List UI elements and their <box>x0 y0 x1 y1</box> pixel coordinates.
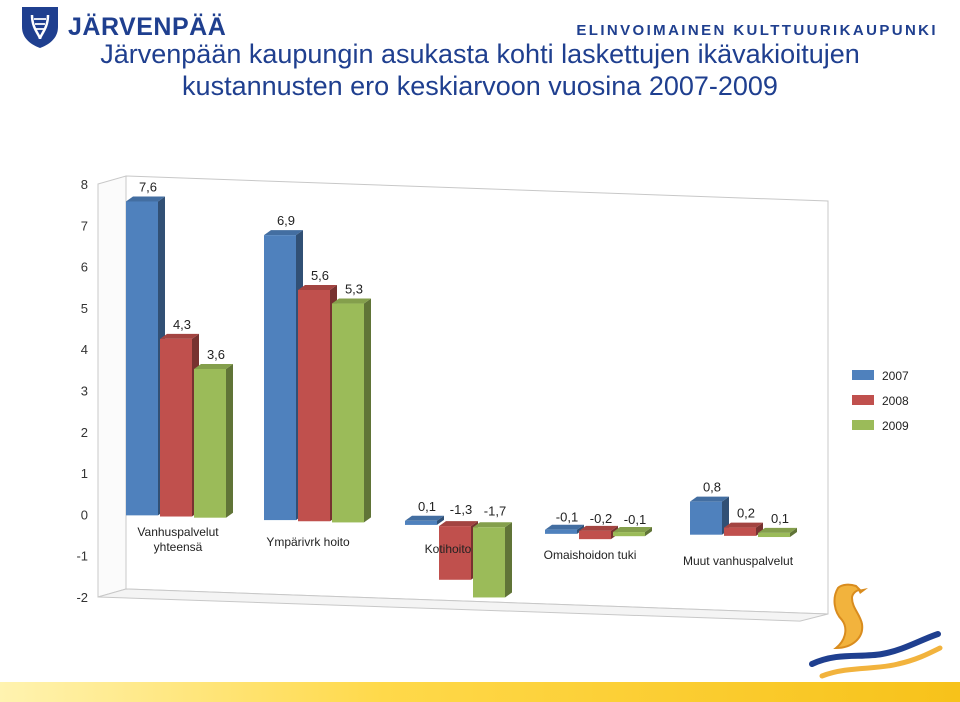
y-tick-label: 1 <box>80 466 88 482</box>
bar-2007 <box>126 201 158 515</box>
bar-side-2009 <box>505 522 512 597</box>
data-label: 0,1 <box>770 510 790 526</box>
bar-2008 <box>579 531 611 539</box>
bar-2008 <box>724 528 756 536</box>
y-tick-label: 0 <box>80 507 88 523</box>
data-label: 5,3 <box>344 281 364 297</box>
bar-2008 <box>298 290 330 521</box>
bar-2007 <box>545 530 577 534</box>
bar-2009 <box>332 304 364 523</box>
slogan: ELINVOIMAINEN KULTTUURIKAUPUNKI <box>576 22 938 39</box>
title-line-1: Järvenpään kaupungin asukasta kohti laskettujen ikävakioitujen <box>100 39 860 69</box>
category-label: Vanhuspalvelut <box>137 525 219 539</box>
legend-swatch-2007 <box>852 370 874 380</box>
y-tick-label: 6 <box>80 259 88 275</box>
data-label: -1,7 <box>483 503 507 519</box>
y-tick-label: 5 <box>80 300 88 316</box>
category-label: Ympärivrk hoito <box>266 535 350 549</box>
y-tick-label: 7 <box>80 218 88 234</box>
brand-name: JÄRVENPÄÄ <box>68 12 227 41</box>
bottom-band <box>0 682 960 702</box>
y-tick-label: 8 <box>80 177 88 192</box>
data-label: -0,1 <box>555 509 579 525</box>
y-tick-label: 3 <box>80 383 88 399</box>
y-tick-label: -1 <box>76 548 88 564</box>
bar-2009 <box>758 533 790 537</box>
data-label: 0,1 <box>417 498 437 514</box>
y-tick-label: -2 <box>76 590 88 605</box>
data-label: 6,9 <box>276 213 296 229</box>
bar-2009 <box>613 532 645 536</box>
data-label: 3,6 <box>206 347 226 363</box>
legend-label-2009: 2009 <box>882 419 909 433</box>
legend-swatch-2009 <box>852 420 874 430</box>
data-label: -0,2 <box>589 510 613 526</box>
bar-2009 <box>473 527 505 597</box>
y-tick-label: 4 <box>80 342 88 358</box>
bar-2007 <box>405 521 437 525</box>
data-label: 4,3 <box>172 316 192 332</box>
data-label: 0,2 <box>736 505 756 521</box>
data-label: -0,1 <box>623 512 647 528</box>
legend-label-2008: 2008 <box>882 394 909 408</box>
bar-2008 <box>160 339 192 517</box>
legend-label-2007: 2007 <box>882 369 909 383</box>
y-tick-label: 2 <box>80 424 88 440</box>
bar-2009 <box>194 369 226 518</box>
data-label: 5,6 <box>310 267 330 283</box>
title-line-2: kustannusten ero keskiarvoon vuosina 2007-2009 <box>182 71 778 101</box>
legend-swatch-2008 <box>852 395 874 405</box>
category-label: Omaishoidon tuki <box>543 548 637 562</box>
bar-2007 <box>264 235 296 520</box>
data-label: 7,6 <box>138 179 158 195</box>
bar-side-2009 <box>364 299 371 523</box>
bar-side-2009 <box>226 364 233 518</box>
data-label: -1,3 <box>449 502 473 518</box>
bird-logo-icon <box>798 568 948 688</box>
bar-2007 <box>690 502 722 535</box>
category-label: Muut vanhuspalvelut <box>682 554 794 568</box>
data-label: 0,8 <box>702 479 722 495</box>
side-wall <box>98 176 126 597</box>
category-label: yhteensä <box>153 540 203 554</box>
category-label: Kotihoito <box>424 542 472 556</box>
